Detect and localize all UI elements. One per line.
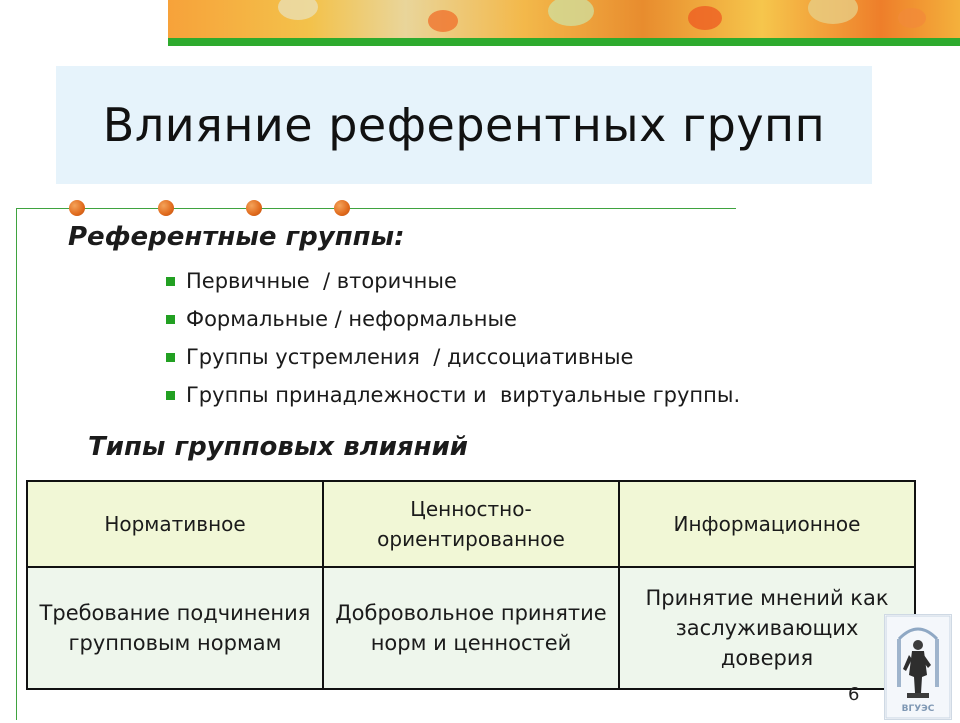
orange-dot [158,200,174,216]
list-item [160,378,740,416]
table-row [27,567,915,689]
subheading-groups: Референтные группы: [68,222,405,252]
title-band [56,66,872,184]
list-item-text: Формальные / неформальные [186,307,517,331]
bullet-square-icon [166,315,175,324]
logo-text: ВГУЭС [901,704,935,714]
influence-types-table [26,480,916,690]
group-types-list [160,264,740,416]
banner-green-line [168,38,960,46]
frame-top-line [16,208,736,209]
bullet-square-icon [166,277,175,286]
frame-left-line [16,208,17,720]
list-item [160,264,740,302]
list-item-text: Группы устремления / диссоциативные [186,345,634,369]
list-item-text: Первичные / вторичные [186,269,457,293]
table-header-row [27,481,915,567]
table-header-cell: Нормативное [27,481,323,567]
list-item [160,340,740,378]
statue-logo-icon [885,615,951,719]
slide-title: Влияние референтных групп [102,98,826,152]
list-item [160,302,740,340]
table-header-cell: Ценностно-ориентированное [323,481,619,567]
decorative-banner [168,0,960,38]
table-header-cell: Информационное [619,481,915,567]
page-number: 6 [848,684,860,705]
table-cell: Принятие мнений как заслуживающих доверия [619,567,915,689]
orange-dot [69,200,85,216]
bullet-square-icon [166,391,175,400]
university-logo [884,614,952,720]
table-cell: Добровольное принятие норм и ценностей [323,567,619,689]
orange-dot [246,200,262,216]
subheading-influence: Типы групповых влияний [88,432,469,462]
list-item-text: Группы принадлежности и виртуальные группы. [186,383,741,407]
orange-dot [334,200,350,216]
table-cell: Требование подчинения групповым нормам [27,567,323,689]
bullet-square-icon [166,353,175,362]
